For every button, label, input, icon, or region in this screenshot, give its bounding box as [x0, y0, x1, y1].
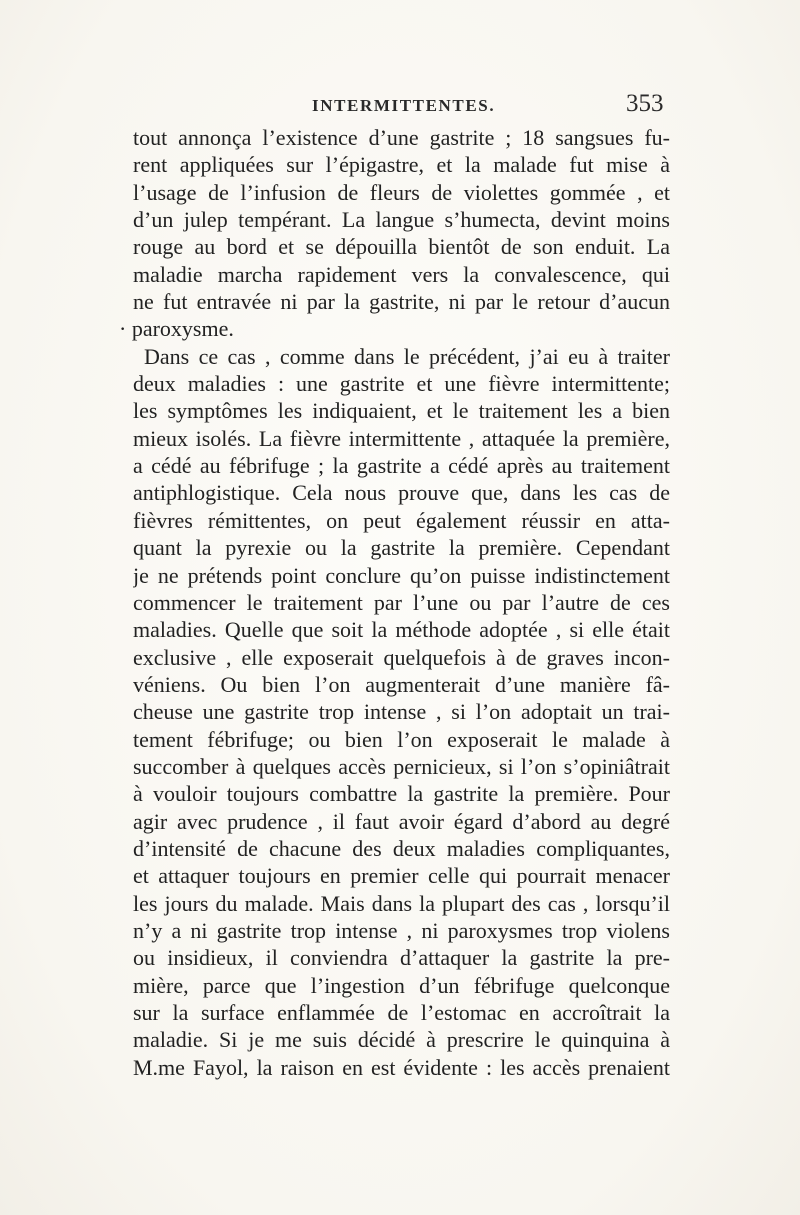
text-line: M.me Fayol, la raison en est évidente : les accès prenaient — [133, 1054, 670, 1080]
text-line: maladies. Quelle que soit la méthode adoptée , si elle était — [133, 617, 670, 643]
text-line: rouge au bord et se dépouilla bientôt de son enduit. La — [133, 234, 670, 260]
text-line: sur la surface enflammée de l’estomac en accroîtrait la — [133, 1000, 670, 1025]
text-line: deux maladies : une gastrite et une fièvre intermittente; — [133, 371, 670, 397]
body-text — [119, 124, 670, 1081]
page-number: 353 — [626, 90, 664, 117]
text-line: commencer le traitement par l’une ou par l’autre de ces — [133, 589, 670, 615]
text-line: mière, parce que l’ingestion d’un fébrifuge quelconque — [133, 972, 670, 998]
paragraph-start-line: Dans ce cas , comme dans le précédent, j’ai eu à traiter — [144, 343, 670, 369]
text-line: mieux isolés. La fièvre intermittente , attaquée la première, — [133, 425, 670, 451]
text-line: a cédé au fébrifuge ; la gastrite a cédé après au traitement — [133, 453, 670, 479]
text-line: je ne prétends point conclure qu’on puisse indistinctement — [133, 562, 670, 588]
text-line: succomber à quelques accès pernicieux, si l’on s’opiniâtrait — [133, 753, 670, 779]
text-line: d’un julep tempérant. La langue s’humecta, devint moins — [133, 207, 670, 233]
paragraph-end-line: · paroxysme. — [119, 316, 234, 342]
text-line: antiphlogistique. Cela nous prouve que, dans les cas de — [133, 480, 670, 506]
text-line: et attaquer toujours en premier celle qui pourrait menacer — [133, 863, 670, 889]
running-head: INTERMITTENTES. — [312, 96, 496, 115]
text-line: agir avec prudence , il faut avoir égard d’abord au degré — [133, 808, 670, 834]
text-line: exclusive , elle exposerait quelquefois à de graves incon- — [133, 644, 670, 670]
text-line: à vouloir toujours combattre la gastrite la première. Pour — [133, 781, 670, 807]
text-line: cheuse une gastrite trop intense , si l’on adoptait un trai- — [133, 699, 670, 725]
text-line: n’y a ni gastrite trop intense , ni paroxysmes trop violens — [133, 917, 670, 943]
text-line: d’intensité de chacune des deux maladies compliquantes, — [133, 835, 670, 861]
text-line: véniens. Ou bien l’on augmenterait d’une manière fâ- — [133, 671, 670, 697]
text-line: tout annonça l’existence d’une gastrite ; 18 sangsues fu- — [133, 125, 670, 150]
text-line: les symptômes les indiquaient, et le traitement les a bien — [133, 398, 670, 424]
text-line: l’usage de l’infusion de fleurs de violettes gommée , et — [133, 179, 670, 205]
text-line: maladie marcha rapidement vers la convalescence, qui — [133, 261, 670, 287]
text-line: quant la pyrexie ou la gastrite la première. Cependant — [133, 535, 670, 561]
text-line: tement fébrifuge; ou bien l’on exposerait le malade à — [133, 726, 670, 752]
text-line: maladie. Si je me suis décidé à prescrire le quinquina à — [133, 1027, 670, 1053]
text-line: ne fut entravée ni par la gastrite, ni par le retour d’aucun — [133, 289, 670, 315]
text-line: ou insidieux, il conviendra d’attaquer la gastrite la pre- — [133, 945, 670, 971]
text-line: rent appliquées sur l’épigastre, et la malade fut mise à — [133, 152, 670, 178]
text-line: les jours du malade. Mais dans la plupart des cas , lorsqu’il — [133, 890, 670, 916]
text-line: fièvres rémittentes, on peut également réussir en atta- — [133, 507, 670, 533]
